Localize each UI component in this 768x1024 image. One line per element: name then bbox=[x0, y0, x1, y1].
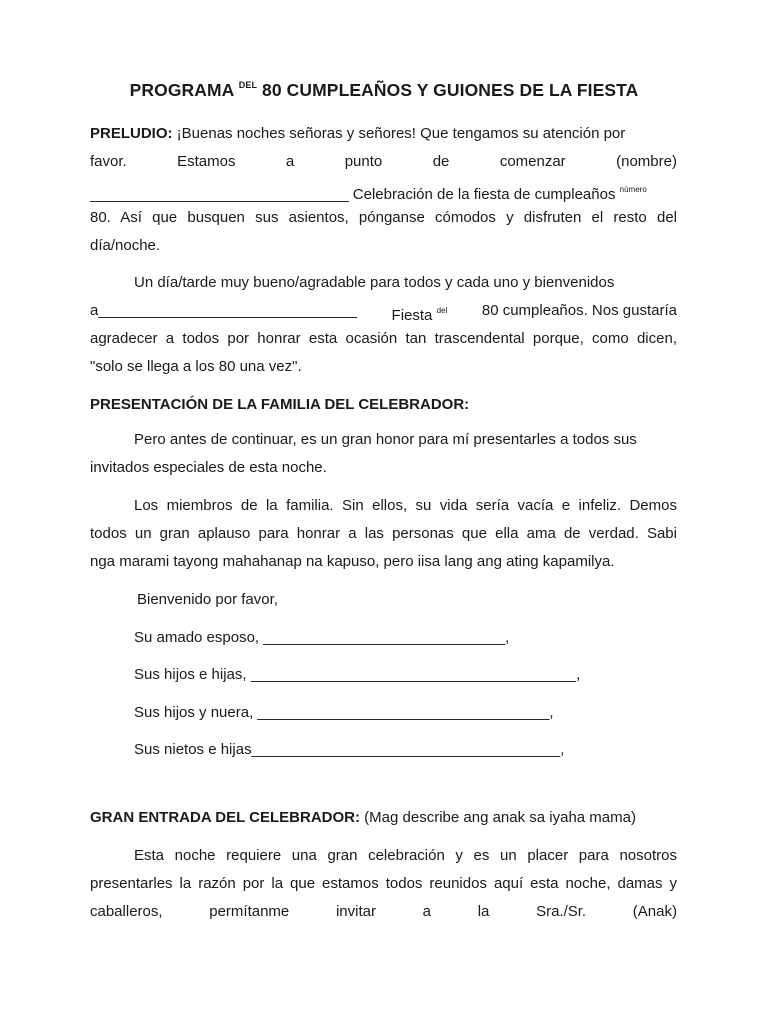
preludio-text3: Celebración de la fiesta de cumpleaños bbox=[352, 186, 616, 203]
fiesta-word: Fiesta bbox=[391, 307, 433, 324]
preludio-text1: ¡Buenas noches señoras y señores! Que tengamos su atención por bbox=[176, 125, 626, 142]
preludio-line4: 80. Así que busquen sus asientos, pónganse cómodos y disfruten el resto del bbox=[90, 209, 677, 226]
nuera-field: Sus hijos y nuera, ___________________________________, bbox=[134, 704, 554, 721]
entrada-heading: GRAN ENTRADA DEL CELEBRADOR: bbox=[90, 809, 360, 826]
numero-sup: número bbox=[619, 185, 647, 194]
entrada-line3 bbox=[90, 902, 677, 922]
preludio-word: (nombre) bbox=[616, 153, 677, 170]
page-title bbox=[0, 80, 768, 101]
preludio-word: punto bbox=[344, 153, 383, 170]
entrada-word: permítanme bbox=[209, 903, 290, 920]
hijos-field: Sus hijos e hijas, _______________________________________, bbox=[134, 666, 581, 683]
welcome-rest: 80 cumpleaños. Nos gustaría bbox=[481, 302, 677, 319]
title-part1: PROGRAMA bbox=[129, 80, 234, 100]
welcome-line2 bbox=[90, 301, 677, 326]
preludio-line1 bbox=[90, 124, 625, 144]
preludio-word: Estamos bbox=[177, 153, 236, 170]
entrada-word: Sra./Sr. bbox=[536, 903, 587, 920]
entrada-word: caballeros, bbox=[90, 903, 163, 920]
entrada-line1: Esta noche requiere una gran celebración y es un placer para nosotros bbox=[134, 847, 677, 864]
preludio-word: a bbox=[285, 153, 295, 170]
title-part2: 80 CUMPLEAÑOS Y GUIONES DE LA FIESTA bbox=[262, 80, 639, 100]
entrada-line2: presentarles la razón por la que estamos todos reunidos aquí esta noche, damas y bbox=[90, 875, 677, 892]
presentacion-p1-line2: invitados especiales de esta noche. bbox=[90, 459, 327, 476]
presentacion-p1-line1: Pero antes de continuar, es un gran honor para mí presentarles a todos sus bbox=[134, 431, 637, 448]
preludio-word: favor. bbox=[90, 153, 127, 170]
welcome-line3: agradecer a todos por honrar esta ocasión tan trascendental porque, como dicen, bbox=[90, 330, 677, 347]
preludio-word: de bbox=[432, 153, 450, 170]
name-blank: _______________________________ bbox=[90, 186, 349, 203]
entrada-word: invitar bbox=[335, 903, 376, 920]
welcome-line1: Un día/tarde muy bueno/agradable para todos y cada uno y bienvenidos bbox=[134, 274, 615, 291]
presentacion-p2-line1: Los miembros de la familia. Sin ellos, su vida sería vacía e infeliz. Demos bbox=[134, 497, 677, 514]
entrada-heading-line bbox=[90, 808, 636, 828]
entrada-word: la bbox=[477, 903, 490, 920]
presentacion-heading: PRESENTACIÓN DE LA FAMILIA DEL CELEBRADOR: bbox=[90, 396, 470, 413]
preludio-word: comenzar bbox=[499, 153, 566, 170]
presentacion-p2-line2: todos un gran aplauso para honrar a las personas que ella ama de verdad. Sabi bbox=[90, 525, 677, 542]
preludio-line3 bbox=[90, 180, 647, 205]
celebrant-blank: a_______________________________ bbox=[90, 302, 357, 319]
esposo-field: Su amado esposo, _____________________________, bbox=[134, 629, 510, 646]
presentacion-p2-line3: nga marami tayong mahahanap na kapuso, pero iisa lang ang ating kapamilya. bbox=[90, 553, 615, 570]
entrada-note: (Mag describe ang anak sa iyaha mama) bbox=[364, 809, 636, 826]
preludio-line2 bbox=[90, 152, 677, 172]
entrada-word: (Anak) bbox=[632, 903, 677, 920]
bienvenido-text: Bienvenido por favor, bbox=[137, 591, 278, 608]
preludio-label: PRELUDIO: bbox=[90, 125, 173, 142]
welcome-line4: "solo se llega a los 80 una vez". bbox=[90, 358, 302, 375]
del-sup: del bbox=[436, 306, 448, 315]
nietos-field: Sus nietos e hijas_____________________________________, bbox=[134, 741, 565, 758]
preludio-line5: día/noche. bbox=[90, 237, 161, 254]
title-sup: DEL bbox=[238, 80, 258, 90]
entrada-word: a bbox=[422, 903, 432, 920]
